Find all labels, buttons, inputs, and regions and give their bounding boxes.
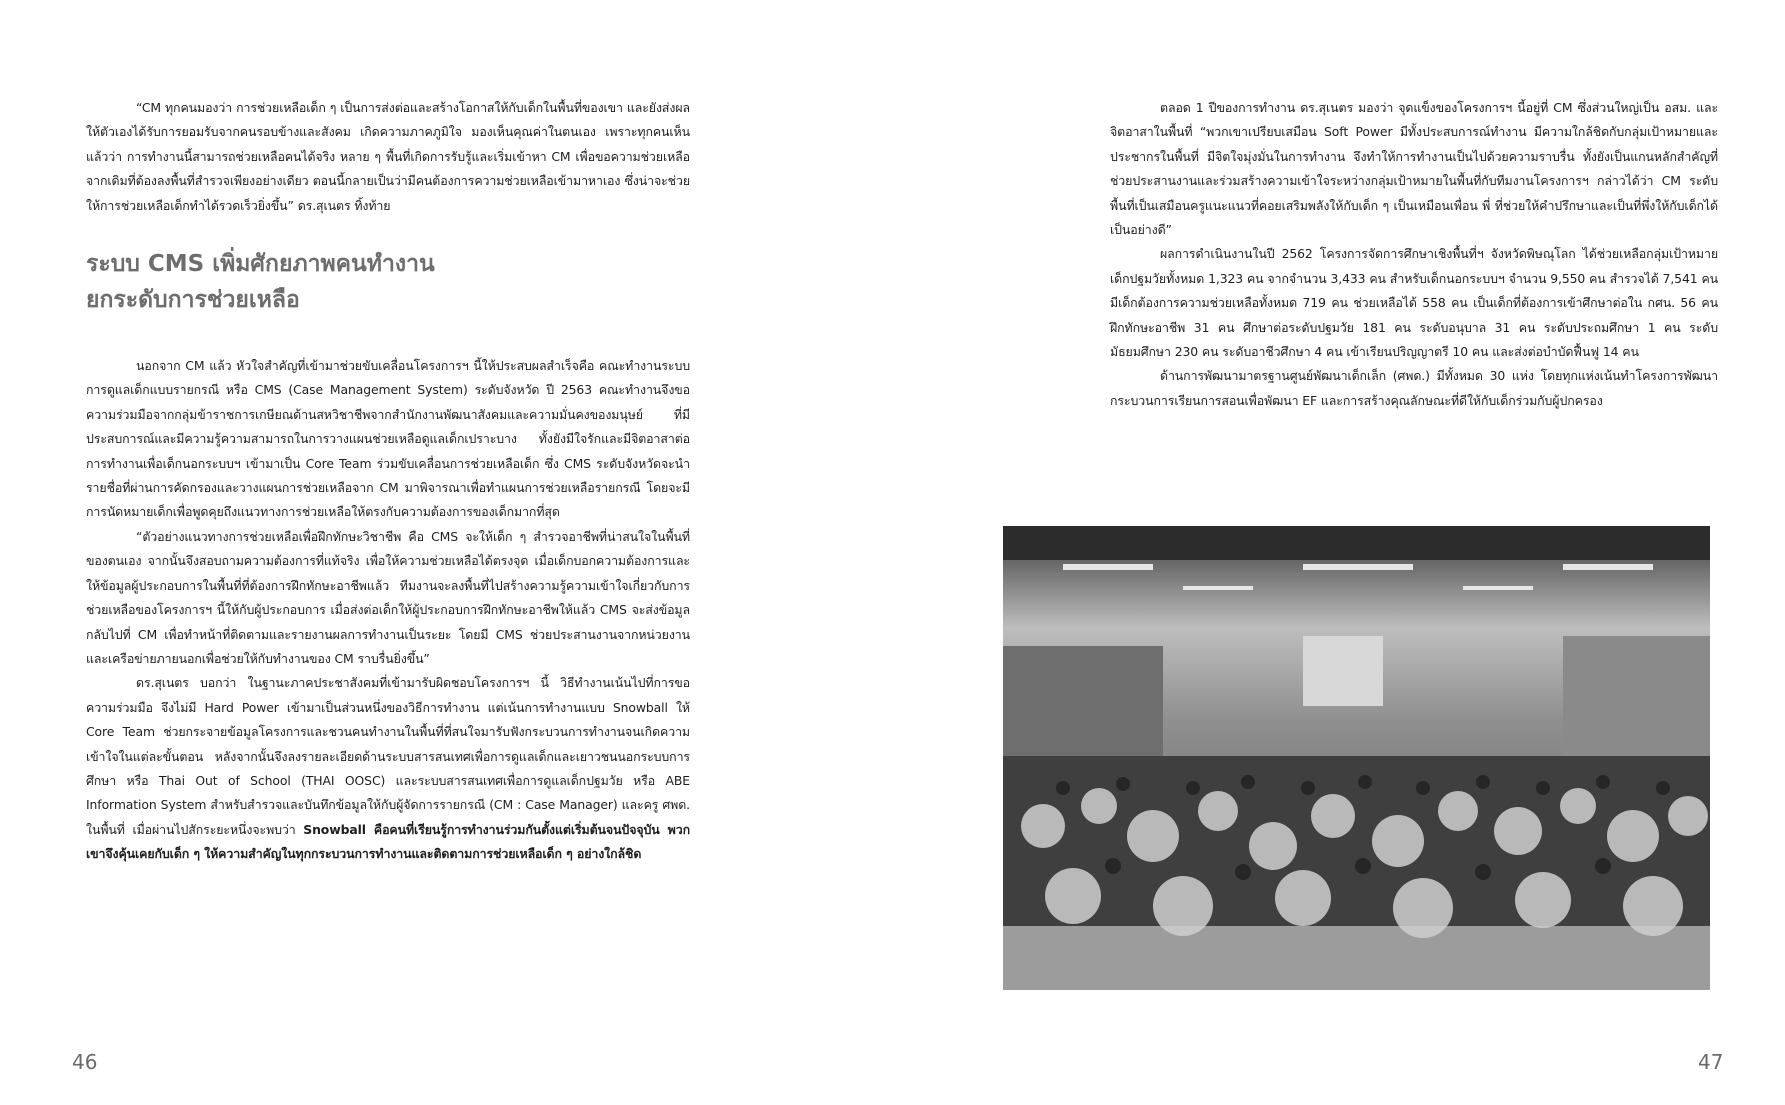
right-text-column <box>1110 96 1718 413</box>
group-photo <box>1003 526 1710 990</box>
snowball-bold-text: Snowball คือคนที่เรียนรู้การทำงานร่วมกันตั้งแต่เริ่มต้นจนปัจจุบัน พวกเขาจึงคุ้นเคยกับเด็ก ๆ ให้ความสำคัญในทุกกระบวนการทำงานและติดตามการช่วยเหลือเด็ก ๆ อย่างใกล้ชิด <box>86 821 690 862</box>
left-text-column <box>86 96 690 867</box>
body-paragraph-results: ผลการดำเนินงานในปี 2562 โครงการจัดการศึกษาเชิงพื้นที่ฯ จังหวัดพิษณุโลก ได้ช่วยเหลือกลุ่มเป้าหมายเด็กปฐมวัยทั้งหมด 1,323 คน จากจำนวน 3,433 คน สำหรับเด็กนอกระบบฯ จำนวน 9,550 คน สำรวจได้ 7,541 คน มีเด็กต้องการความช่วยเหลือทั้งหมด 719 คน ช่วยเหลือได้ 558 คน เป็นเด็กที่ต้องการเข้าศึกษาต่อใน กศน. 56 คน ฝึกทักษะอาชีพ 31 คน ศึกษาต่อระดับปฐมวัย 181 คน ระดับอนุบาล 31 คน ระดับประถมศึกษา 1 คน ระดับมัธยมศึกษา 230 คน ระดับอาชีวศึกษา 4 คน เข้าเรียนปริญญาตรี 10 คน และส่งต่อบำบัดฟื้นฟู 14 คน <box>1110 246 1718 360</box>
intro-quote-paragraph: “CM ทุกคนมองว่า การช่วยเหลือเด็ก ๆ เป็นการส่งต่อและสร้างโอกาสให้กับเด็กในพื้นที่ของเขา และยังส่งผลให้ตัวเองได้รับการยอมรับจากคนรอบข้างและสังคม เกิดความภาคภูมิใจ มองเห็นคุณค่าในตนเอง เพราะทุกคนเห็นแล้วว่า การทำงานนี้สามารถช่วยเหลือคนได้จริง หลาย ๆ พื้นที่เกิดการรับรู้และเริ่มเข้าหา CM เพื่อขอความช่วยเหลือ จากเดิมที่ต้องลงพื้นที่สำรวจเพียงอย่างเดียว ตอนนี้กลายเป็นว่ามีคนต้องการความช่วยเหลือเข้ามาหาเอง ซึ่งน่าจะช่วยให้การช่วยเหลือเด็กทำได้รวดเร็วยิ่งขึ้น” ดร.สุเนตร ทิ้งท้าย <box>86 100 690 213</box>
section-heading-line-2: ยกระดับการช่วยเหลือ <box>86 287 300 314</box>
body-paragraph-strength: ตลอด 1 ปีของการทำงาน ดร.สุเนตร มองว่า จุดแข็งของโครงการฯ นี้อยู่ที่ CM ซึ่งส่วนใหญ่เป็น อสม. และจิตอาสาในพื้นที่ “พวกเขาเปรียบเสมือน Soft Power มีทั้งประสบการณ์ทำงาน มีความใกล้ชิดกับกลุ่มเป้าหมายและประชากรในพื้นที่ มีจิตใจมุ่งมั่นในการทำงาน จึงทำให้การทำงานเป็นไปด้วยความราบรื่น ทั้งยังเป็นแกนหลักสำคัญที่ช่วยประสานงานและร่วมสร้างความเข้าใจระหว่างกลุ่มเป้าหมายในพื้นที่กับทีมงานโครงการฯ กล่าวได้ว่า CM ระดับพื้นที่เป็นเสมือนครูแนะแนวที่คอยเสริมพลังให้กับเด็ก ๆ เป็นเหมือนเพื่อน พี่ ที่ช่วยให้คำปรึกษาและเป็นที่พึ่งให้กับเด็กได้เป็นอย่างดี” <box>1110 100 1718 238</box>
body-paragraph-ecd-standards: ด้านการพัฒนามาตรฐานศูนย์พัฒนาเด็กเล็ก (ศพด.) มีทั้งหมด 30 แห่ง โดยทุกแห่งเน้นทำโครงการพัฒนากระบวนการเรียนการสอนเพื่อพัฒนา EF และการสร้างคุณลักษณะที่ดีให้กับเด็กร่วมกับผู้ปกครอง <box>1110 368 1718 408</box>
page-number-left: 46 <box>72 1050 98 1074</box>
body-paragraph-snowball <box>86 671 690 866</box>
body-paragraph-example-quote: “ตัวอย่างแนวทางการช่วยเหลือเพื่อฝึกทักษะวิชาชีพ คือ CMS จะให้เด็ก ๆ สำรวจอาชีพที่น่าสนใจในพื้นที่ของตนเอง จากนั้นจึงสอบถามความต้องการที่แท้จริง เพื่อให้ความช่วยเหลือได้ตรงจุด เมื่อเด็กบอกความต้องการและให้ข้อมูลผู้ประกอบการในพื้นที่ที่ต้องการฝึกทักษะอาชีพแล้ว ทีมงานจะลงพื้นที่ไปสร้างความรู้ความเข้าใจเกี่ยวกับการช่วยเหลือของโครงการฯ นี้ให้กับผู้ประกอบการ เมื่อส่งต่อเด็กให้ผู้ประกอบการฝึกทักษะอาชีพให้แล้ว CMS จะส่งข้อมูลกลับไปที่ CM เพื่อทำหน้าที่ติดตามและรายงานผลการทำงานเป็นระยะ โดยมี CMS ช่วยประสานงานจากหน่วยงานและเครือข่ายภายนอกเพื่อช่วยให้กับทำงานของ CM ราบรื่นยิ่งขึ้น” <box>86 528 690 666</box>
page-number-right: 47 <box>1698 1050 1724 1074</box>
body-paragraph-cms: นอกจาก CM แล้ว หัวใจสำคัญที่เข้ามาช่วยขับเคลื่อนโครงการฯ นี้ให้ประสบผลสำเร็จคือ คณะทำงานระบบการดูแลเด็กแบบรายกรณี หรือ CMS (Case Management System) ระดับจังหวัด ปี 2563 คณะทำงานจึงขอความร่วมมือจากกลุ่มข้าราชการเกษียณด้านสหวิชาชีพจากสำนักงานพัฒนาสังคมและความมั่นคงของมนุษย์ ที่มีประสบการณ์และมีความรู้ความสามารถในการวางแผนช่วยเหลือดูแลเด็กเปราะบาง ทั้งยังมีใจรักและมีจิตอาสาต่อการทำงานเพื่อเด็กนอกระบบฯ เข้ามาเป็น Core Team ร่วมขับเคลื่อนการช่วยเหลือเด็ก ซึ่ง CMS ระดับจังหวัดจะนำรายชื่อที่ผ่านการคัดกรองและวางแผนการช่วยเหลือจาก CM มาพิจารณาเพื่อทำแผนการช่วยเหลือรายกรณี โดยจะมีการนัดหมายเด็กเพื่อพูดคุยถึงแนวทางการช่วยเหลือให้ตรงกับความต้องการของเด็กมากที่สุด <box>86 358 690 520</box>
section-heading-line-1: ระบบ CMS เพิ่มศักยภาพคนทำงาน <box>86 251 435 278</box>
snowball-text: ดร.สุเนตร บอกว่า ในฐานะภาคประชาสังคมที่เข้ามารับผิดชอบโครงการฯ นี้ วิธีทำงานเน้นไปที่การขอความร่วมมือ จึงไม่มี Hard Power เข้ามาเป็นส่วนหนึ่งของวิธีการทำงาน แต่เน้นการทำงานแบบ Snowball ให้ Core Team ช่วยกระจายข้อมูลโครงการและชวนคนทำงานในพื้นที่ที่สนใจมารับฟังกระบวนการทำงานจนเกิดความเข้าใจในแต่ละขั้นตอน หลังจากนั้นจึงลงรายละเอียดด้านระบบสารสนเทศเพื่อการดูแลเด็กและเยาวชนนอกระบบการศึกษา หรือ Thai Out of School (THAI OOSC) และระบบสารสนเทศเพื่อการดูแลเด็กปฐมวัย หรือ ABE Information System สำหรับสำรวจและบันทึกข้อมูลให้กับผู้จัดการรายกรณี (CM : Case Manager) และครู ศพด. ในพื้นที่ เมื่อผ่านไปสักระยะหนึ่งจะพบว่า <box>86 675 690 837</box>
left-page <box>0 0 892 1105</box>
section-heading <box>86 246 690 318</box>
group-photo-illustration <box>1003 526 1710 990</box>
